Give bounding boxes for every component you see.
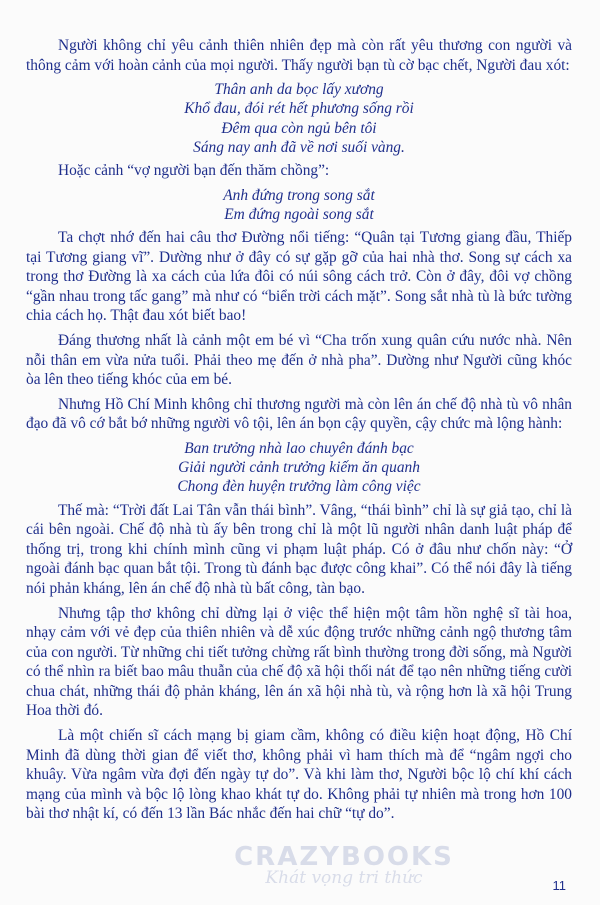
verse-line: Chong đèn huyện trưởng làm công việc [177, 478, 421, 496]
verse-block-2 [26, 186, 572, 224]
paragraph-8: Là một chiến sĩ cách mạng bị giam cầm, không có điều kiện hoạt động, Hồ Chí Minh đã dùng thời gian để viết thơ, không phải vì ham thích mà để “ngâm ngợi cho khuây. Vừa ngâm vừa đợi đến ngày tự do”. Và khi làm thơ, Người bộc lộ chí khí cách mạng của mình và bộc lộ lòng khao khát tự do. Không phải tự nhiên mà trong hơn 100 bài thơ nhật kí, có đến 13 lần Bác nhắc đến hai chữ “tự do”. [26, 727, 572, 823]
verse-block-1 [26, 80, 572, 157]
paragraph-7: Nhưng tập thơ không chỉ dừng lại ở việc thể hiện một tâm hồn nghệ sĩ tài hoa, nhạy cảm với vẻ đẹp của thiên nhiên và dễ xúc động trước những cảnh ngộ thương tâm của con người. Từ những chi tiết tưởng chừng rất bình thường trong đời sống, mà Người có thể nhìn ra biết bao mâu thuẫn của chế độ xã hội thối nát để tạo nên những tiếng cười chua chát, những thái độ phản kháng, lên án xã hội nhà tù, và rộng hơn là xã hội Trung Hoa thời đó. [26, 604, 572, 720]
verse-line: Giải người cảnh trưởng kiếm ăn quanh [178, 459, 420, 477]
paragraph-3: Ta chợt nhớ đến hai câu thơ Đường nổi tiếng: “Quân tại Tương giang đầu, Thiếp tại Tương giang vĩ”. Dường như ở đây có sự gặp gỡ của hai nhà thơ. Song sự cách xa trong thơ Đường là xa cách của lứa đôi có núi sông cách trở. Còn ở đây, đôi vợ chồng “gần nhau trong tấc gang” mà như có “biển trời cách mặt”. Song sắt nhà tù là bức tường chia cách họ. Thật đau xót biết bao! [26, 229, 572, 325]
watermark-slogan: Khát vọng tri thức [265, 868, 423, 888]
verse-line: Em đứng ngoài song sắt [224, 205, 374, 223]
verse-line: Thân anh da bọc lấy xương [214, 81, 384, 99]
paragraph-6: Thế mà: “Trời đất Lai Tân vẫn thái bình”. Vâng, “thái bình” chỉ là sự giả tạo, chỉ là cái bên ngoài. Chế độ nhà tù ấy bên trong chỉ là một lũ người nhân danh luật pháp để thống trị, trong khi chính mình cũng vi phạm luật pháp. Có ở đâu như chốn này: “Ở ngoài đánh bạc quan bắt tội. Trong tù đánh bạc được công khai”. Có thể nói đây là tiếng nói phản kháng, lên án chế độ nhà tù bất công, tàn bạo. [26, 501, 572, 597]
verse-line: Đêm qua còn ngủ bên tôi [221, 119, 377, 137]
paragraph-2: Hoặc cảnh “vợ người bạn đến thăm chồng”: [58, 162, 330, 179]
paragraph-1: Người không chỉ yêu cảnh thiên nhiên đẹp mà còn rất yêu thương con người và thông cảm với hoàn cảnh của mọi người. Thấy người bạn tù cờ bạc chết, Người đau xót: [26, 37, 572, 74]
watermark-brand: CRAZYBOOKS [234, 842, 454, 872]
verse-line: Khổ đau, đói rét hết phương sống rồi [184, 100, 414, 118]
watermark [214, 842, 474, 888]
page-number: 11 [552, 878, 566, 893]
verse-line: Anh đứng trong song sắt [223, 186, 375, 204]
verse-line: Sáng nay anh đã về nơi suối vàng. [193, 138, 405, 156]
verse-line: Ban trưởng nhà lao chuyên đánh bạc [184, 439, 414, 457]
paragraph-5: Nhưng Hồ Chí Minh không chỉ thương người mà còn lên án chế độ nhà tù vô nhân đạo đã vô cớ bắt bớ những người vô tội, lên án bọn cậy quyền, cậy chức mà lộng hành: [26, 395, 572, 433]
verse-block-3 [26, 439, 572, 497]
paragraph-4: Đáng thương nhất là cảnh một em bé vì “Cha trốn xung quân cứu nước nhà. Nên nỗi thân em vừa nửa tuổi. Phải theo mẹ đến ở nhà pha”. Dường như Người cũng khóc òa lên theo tiếng khóc của em bé. [26, 331, 572, 389]
document-body [26, 36, 572, 829]
